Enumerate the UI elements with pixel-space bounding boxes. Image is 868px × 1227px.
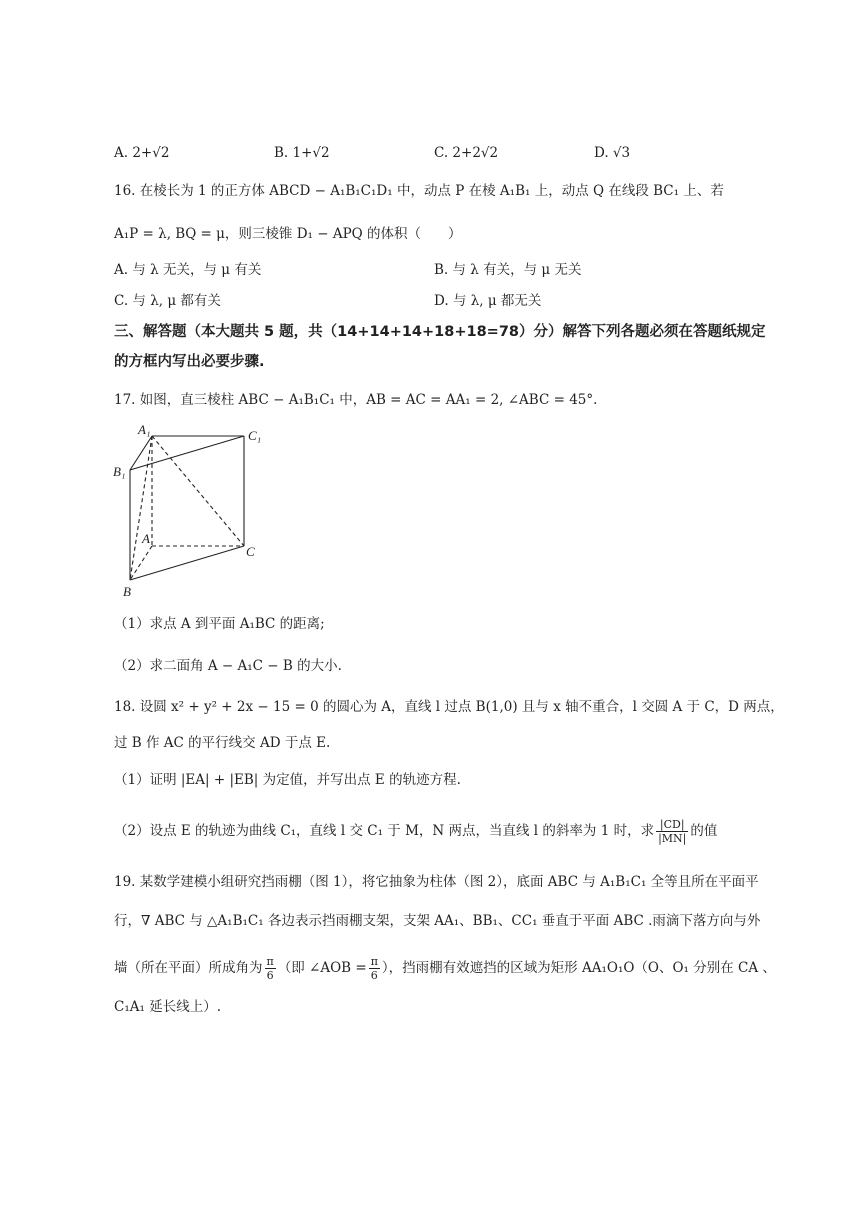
q19-fraction-2 (369, 955, 380, 982)
q19-line3-b: （即 ∠AOB = (277, 960, 367, 976)
label-b: B (123, 584, 131, 599)
q19-stem-line3 (114, 955, 776, 982)
q18-stem-line1: 18. 设圆 x² + y² + 2x − 15 = 0 的圆心为 A，直线 l 过点 B(1,0) 且与 x 轴不重合，l 交圆 A 于 C，D 两点， (114, 699, 784, 715)
q16-option-d: D. 与 λ, μ 都无关 (434, 293, 542, 309)
q15-option-c: C. 2+2√2 (434, 145, 499, 161)
q16-stem-line1: 16. 在棱长为 1 的正方体 ABCD − A₁B₁C₁D₁ 中，动点 P 在棱 A₁B₁ 上，动点 Q 在线段 BC₁ 上、若 (114, 183, 724, 199)
q19-stem-line4: C₁A₁ 延长线上）. (114, 999, 221, 1015)
q18-fraction-denominator: |MN| (658, 832, 687, 845)
q19-frac2-num: π (370, 955, 378, 968)
q16-option-b: B. 与 λ 有关，与 μ 无关 (434, 262, 582, 278)
q19-frac1-den: 6 (266, 969, 274, 982)
section3-heading-line2: 的方框内写出必要步骤. (114, 354, 265, 370)
q18-part2-tail: 的值 (690, 823, 718, 839)
label-a1: A₁ (138, 422, 151, 437)
q17-part2: （2）求二面角 A − A₁C − B 的大小. (114, 658, 342, 674)
q19-line3-c: ），挡雨棚有效遮挡的区域为矩形 AA₁O₁O（O、O₁ 分别在 CA 、 (381, 960, 776, 976)
label-a: A (142, 531, 150, 546)
q15-option-b: B. 1+√2 (274, 145, 330, 161)
section3-heading-line1: 三、解答题（本大题共 5 题，共（14+14+14+18+18=78）分）解答下列各题必须在答题纸规定 (114, 324, 766, 340)
q17-stem: 17. 如图，直三棱柱 ABC − A₁B₁C₁ 中，AB = AC = AA₁ = 2, ∠ABC = 45°. (114, 392, 598, 408)
q16-stem-line2: A₁P = λ, BQ = μ，则三棱锥 D₁ − APQ 的体积（ ） (114, 226, 462, 242)
q17-part1: （1）求点 A 到平面 A₁BC 的距离; (114, 616, 325, 632)
q15-option-d: D. √3 (594, 145, 631, 161)
q18-stem-line2: 过 B 作 AC 的平行线交 AD 于点 E. (114, 735, 331, 751)
q16-option-a: A. 与 λ 无关，与 μ 有关 (114, 262, 262, 278)
label-b1: B₁ (113, 464, 126, 479)
q18-part2-text: （2）设点 E 的轨迹为曲线 C₁，直线 l 交 C₁ 于 M，N 两点，当直线 l 的斜率为 1 时，求 (114, 823, 655, 839)
label-c: C (246, 544, 255, 559)
q18-fraction-numerator: |CD| (656, 818, 688, 832)
q19-frac2-den: 6 (370, 969, 378, 982)
q19-fraction-1 (265, 955, 276, 982)
q19-line3-a: 墙（所在平面）所成角为 (114, 960, 263, 976)
q19-stem-line1: 19. 某数学建模小组研究挡雨棚（图 1），将它抽象为柱体（图 2），底面 ABC 与 A₁B₁C₁ 全等且所在平面平 (114, 874, 759, 890)
edge-a1-b (130, 436, 152, 580)
q18-fraction (656, 818, 688, 845)
edge-b-c (130, 546, 244, 580)
q19-frac1-num: π (266, 955, 274, 968)
q19-stem-line2: 行，∇ ABC 与 △A₁B₁C₁ 各边表示挡雨棚支架，支架 AA₁、BB₁、CC₁ 垂直于平面 ABC .雨滴下落方向与外 (114, 913, 761, 929)
q18-part1: （1）证明 |EA| + |EB| 为定值，并写出点 E 的轨迹方程. (114, 772, 461, 788)
q15-option-a: A. 2+√2 (114, 145, 170, 161)
edge-a1-c (152, 436, 244, 546)
label-c1: C₁ (248, 428, 262, 443)
q17-prism-figure (108, 420, 278, 602)
q18-part2 (114, 818, 717, 845)
q16-option-c: C. 与 λ, μ 都有关 (114, 293, 221, 309)
